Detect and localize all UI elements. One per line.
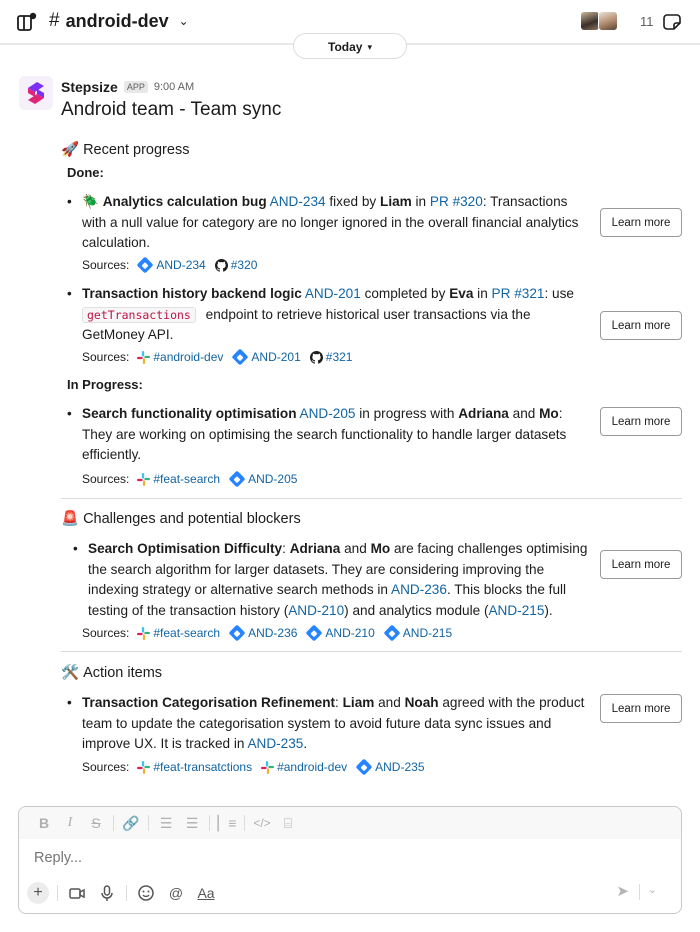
learn-more-button[interactable]: Learn more [600, 311, 682, 340]
source-link[interactable]: #feat-search [137, 626, 220, 640]
done-label: Done: [67, 165, 104, 180]
message-composer [18, 806, 682, 914]
stepsize-logo-avatar[interactable] [19, 76, 53, 110]
list-item: • Transaction history backend logic AND-201 completed by Eva in PR #321: use getTransactions endpoint to retrieve historical user transactions via the GetMoney API. [67, 286, 574, 342]
jira-icon [232, 349, 249, 366]
bulleted-list-icon[interactable]: ☰ [185, 814, 199, 831]
sources-row: Sources: #feat-transatctions #android-dev AND-235 [82, 760, 425, 774]
jira-link[interactable]: AND-210 [288, 602, 345, 618]
jira-link[interactable]: AND-201 [304, 286, 361, 301]
section-title-recent-progress: 🚀 Recent progress [61, 141, 190, 158]
learn-more-button[interactable]: Learn more [600, 208, 682, 237]
composer-actions [27, 879, 675, 907]
date-divider-pill[interactable] [293, 33, 407, 59]
jira-icon [383, 625, 400, 642]
toolbar-divider [639, 884, 640, 900]
toolbar-divider [244, 815, 245, 831]
huddle-icon[interactable] [662, 11, 684, 33]
chevron-down-icon: ▾ [367, 41, 372, 52]
source-link[interactable]: #feat-transatctions [137, 760, 252, 774]
member-count[interactable]: 11 [640, 14, 654, 29]
list-item: • Transaction Categorisation Refinement: Liam and Noah agreed with the product team to update the categorisation system to avoid future data sync issues and improve UX. It is tracked in AND-235. [67, 695, 585, 751]
date-divider-label: Today [328, 40, 363, 54]
source-link[interactable]: AND-201 [232, 350, 300, 364]
jira-link[interactable]: AND-215 [488, 602, 545, 618]
source-link[interactable]: #feat-search [137, 472, 220, 486]
bullet: • [67, 286, 72, 301]
chevron-down-icon: ⌄ [178, 14, 189, 28]
list-item: • 🪲 Analytics calculation bug AND-234 fixed by Liam in PR #320: Transactions with a null value for category are no longer ignored in the overall financial analytics calculation. [67, 194, 579, 250]
message-timestamp[interactable]: 9:00 AM [153, 81, 195, 93]
jira-icon [137, 257, 154, 274]
strikethrough-icon[interactable]: S [91, 815, 101, 831]
code-icon[interactable]: </> [253, 816, 271, 830]
sources-row: Sources: AND-234 #320 [82, 258, 258, 272]
sources-row: Sources: #android-dev AND-201 #321 [82, 350, 353, 364]
channel-hash: # [49, 10, 60, 31]
source-link[interactable]: #320 [215, 258, 258, 272]
source-link[interactable]: #321 [310, 350, 353, 364]
jira-icon [356, 759, 373, 776]
plus-icon[interactable]: + [27, 882, 49, 904]
github-icon [215, 259, 228, 272]
source-link[interactable]: AND-235 [356, 760, 424, 774]
microphone-icon[interactable] [96, 882, 118, 904]
jira-icon [306, 625, 323, 642]
section-divider [61, 498, 682, 499]
pr-link[interactable]: PR #321 [491, 286, 545, 301]
learn-more-button[interactable]: Learn more [600, 550, 682, 579]
mention-icon[interactable]: @ [168, 885, 184, 901]
slack-icon [137, 473, 150, 486]
bullet: • [67, 406, 72, 421]
section-title-action-items: 🛠️ Action items [61, 664, 163, 681]
jira-icon [229, 625, 246, 642]
toolbar-divider [209, 815, 210, 831]
chevron-down-icon[interactable]: ⌄ [647, 884, 657, 896]
avatar [598, 11, 618, 31]
source-link[interactable]: AND-205 [229, 472, 297, 486]
bullet: • [67, 695, 72, 710]
emoji-icon[interactable] [135, 882, 157, 904]
avatar [580, 11, 600, 31]
format-toggle-button[interactable]: Aa [197, 885, 215, 901]
code-block-icon[interactable]: ⌸ [283, 814, 293, 831]
pr-link[interactable]: PR #320 [429, 194, 483, 209]
learn-more-button[interactable]: Learn more [600, 407, 682, 436]
jira-link[interactable]: AND-234 [269, 194, 326, 209]
jira-link[interactable]: AND-235 [247, 736, 304, 751]
italic-icon[interactable]: I [67, 815, 73, 830]
app-badge: APP [124, 81, 148, 93]
tools-icon: 🛠️ [61, 665, 80, 681]
channel-name: android-dev [65, 10, 169, 31]
jira-link[interactable]: AND-205 [299, 406, 356, 421]
inline-code: getTransactions [82, 307, 196, 323]
source-link[interactable]: AND-215 [384, 626, 452, 640]
section-divider [61, 651, 682, 652]
message-header [61, 79, 194, 95]
rocket-icon: 🚀 [61, 142, 80, 158]
link-icon[interactable]: 🔗 [122, 814, 140, 831]
list-item: • Search functionality optimisation AND-205 in progress with Adriana and Mo: They are working on optimising the search functionality to handle larger datasets efficiently. [67, 406, 567, 462]
sender-name[interactable]: Stepsize [61, 79, 118, 95]
toolbar-divider [113, 815, 114, 831]
jira-icon [229, 471, 246, 488]
canvas-icon[interactable] [16, 11, 38, 33]
message-title: Android team - Team sync [61, 99, 282, 120]
source-link[interactable]: #android-dev [261, 760, 347, 774]
github-icon [310, 351, 323, 364]
video-icon[interactable] [66, 882, 88, 904]
toolbar-divider [148, 815, 149, 831]
section-title-challenges: 🚨 Challenges and potential blockers [61, 510, 301, 527]
channel-name-button[interactable] [49, 10, 189, 32]
slack-icon [137, 761, 150, 774]
blockquote-icon[interactable]: ▏≡ [217, 814, 237, 831]
sources-row: Sources: #feat-search AND-205 [82, 472, 298, 486]
source-link[interactable]: AND-210 [306, 626, 374, 640]
toolbar-divider [57, 885, 58, 901]
member-avatars[interactable] [580, 11, 618, 31]
in-progress-label: In Progress: [67, 377, 143, 392]
slack-icon [261, 761, 274, 774]
source-link[interactable]: AND-234 [137, 258, 205, 272]
bullet: • [73, 541, 78, 556]
ordered-list-icon[interactable]: ☰ [159, 814, 173, 831]
slack-icon [137, 627, 150, 640]
jira-link[interactable]: AND-236 [391, 582, 447, 597]
siren-icon: 🚨 [61, 511, 80, 527]
learn-more-button[interactable]: Learn more [600, 694, 682, 723]
slack-icon [137, 351, 150, 364]
sources-row: Sources: #feat-search AND-236 AND-210 AND-215 [82, 626, 453, 640]
bug-icon: 🪲 [82, 194, 99, 209]
source-link[interactable]: AND-236 [229, 626, 297, 640]
reply-input[interactable] [34, 850, 634, 866]
source-link[interactable]: #android-dev [137, 350, 223, 364]
send-icon[interactable]: ➤ [616, 883, 629, 900]
formatting-toolbar [19, 807, 681, 839]
toolbar-divider [126, 885, 127, 901]
list-item: • Search Optimisation Difficulty: Adriana and Mo are facing challenges optimising the search algorithm for larger datasets. They are considering improving the indexing strategy or alternative search methods in AND-236. This blocks the full testing of the transaction history (AND-210) and analytics module (AND-215). [73, 541, 588, 618]
bullet: • [67, 194, 72, 209]
bold-icon[interactable]: B [38, 815, 50, 831]
